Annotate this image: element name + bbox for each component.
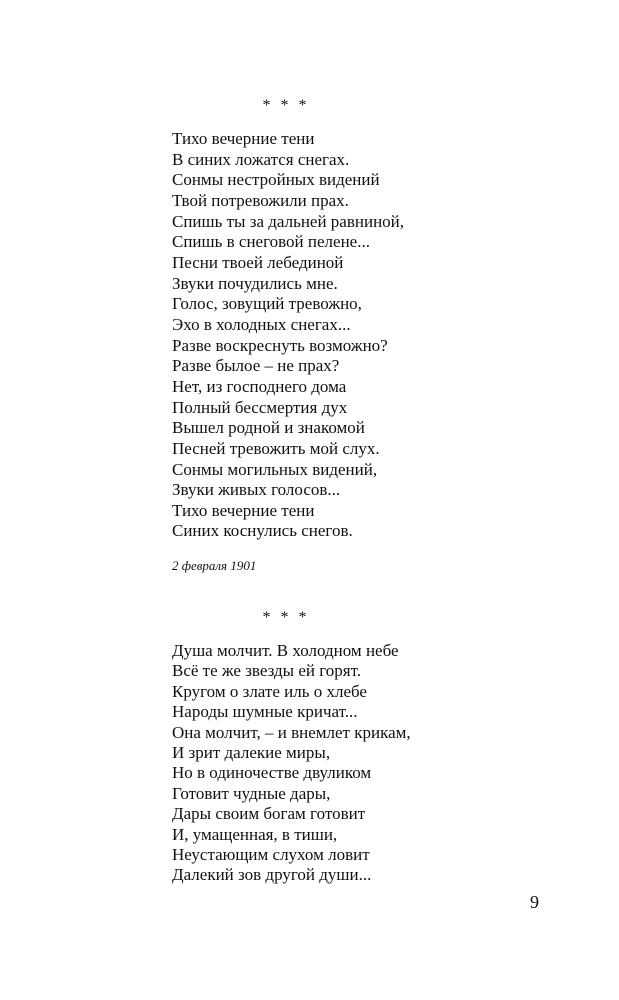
poem-line: Вышел родной и знакомой — [172, 418, 365, 438]
poem-line: Душа молчит. В холодном небе — [172, 641, 399, 660]
poem-line: Песней тревожить мой слух. — [172, 438, 380, 458]
poem-line: Неустающим слухом ловит — [172, 845, 370, 865]
poem-line: Кругом о злате иль о хлебе — [172, 681, 367, 701]
poem-line: Но в одиночестве двуликом — [172, 763, 372, 783]
poem-line: Спишь ты за дальней равниной, — [172, 211, 405, 231]
poem-line: Песни твоей лебединой — [172, 252, 344, 272]
poem-line: Сонмы могильных видений, — [172, 459, 378, 479]
poem-line: Сонмы нестройных видений — [172, 170, 380, 190]
poem-line: Тихо вечерние тени — [172, 129, 315, 148]
poem-line: Твой потревожили прах. — [172, 190, 349, 210]
poem-line: В синих ложатся снегах. — [172, 149, 350, 169]
poem-line: Тихо вечерние тени — [172, 500, 315, 520]
poem-line: И, умащенная, в тиши, — [172, 824, 338, 844]
poem-line: Разве воскреснуть возможно? — [172, 335, 388, 355]
poem-line: Разве былое – не прах? — [172, 356, 340, 376]
poem-line: Эхо в холодных снегах... — [172, 314, 351, 334]
poem-1-date: 2 февраля 1901 — [172, 558, 257, 574]
poem-line: Нет, из господнего дома — [172, 376, 347, 396]
poem-1-separator: * * * — [262, 97, 310, 114]
poem-line: Всё те же звезды ей горят. — [172, 661, 362, 681]
poem-line: Звуки живых голосов... — [172, 480, 341, 500]
poem-line: И зрит далекие миры, — [172, 743, 331, 763]
poem-line: Синих коснулись снегов. — [172, 521, 353, 541]
poem-line: Готовит чудные дары, — [172, 783, 331, 803]
poem-line: Она молчит, – и внемлет крикам, — [172, 722, 411, 742]
poem-2 — [172, 606, 472, 886]
poem-2-separator: * * * — [262, 609, 310, 626]
poem-line: Полный бессмертия дух — [172, 397, 348, 417]
poem-line: Звуки почудились мне. — [172, 273, 338, 293]
poem-line: Народы шумные кричат... — [172, 702, 358, 722]
poem-1-lines — [172, 129, 472, 542]
poem-2-lines — [172, 641, 472, 886]
poem-line: Спишь в снеговой пелене... — [172, 232, 370, 252]
poem-line: Голос, зовущий тревожно, — [172, 294, 362, 314]
poem-line: Далекий зов другой души... — [172, 865, 372, 885]
page-number: 9 — [530, 892, 539, 912]
poem-1 — [172, 94, 472, 574]
poem-line: Дары своим богам готовит — [172, 804, 366, 824]
